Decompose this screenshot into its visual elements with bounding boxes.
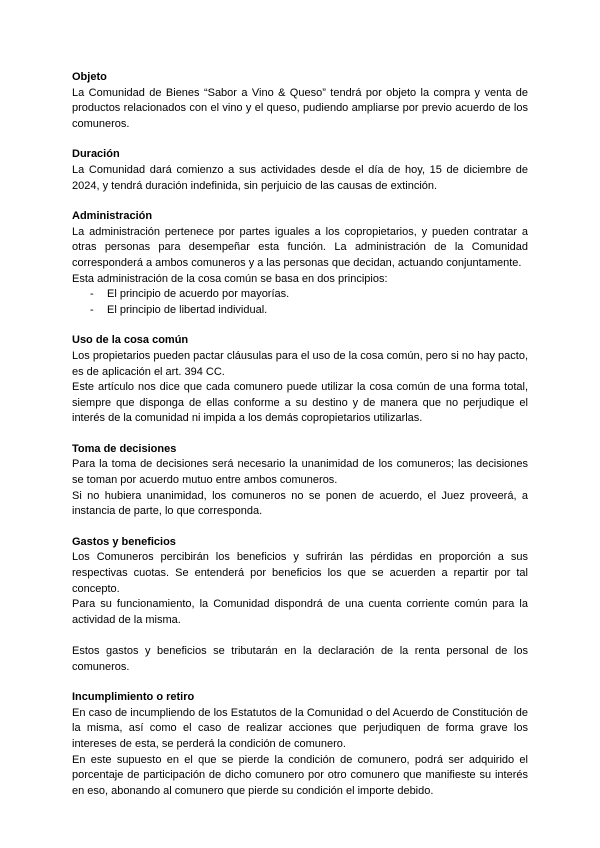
paragraph: Esta administración de la cosa común se basa en dos principios:: [72, 272, 388, 285]
bullet-text: El principio de libertad individual.: [107, 303, 268, 316]
paragraph: La Comunidad de Bienes “Sabor a Vino & Queso” tendrá por objeto la compra y venta de productos relacionados con el vino y el queso, pudiendo ampliarse por previo acuerdo de los comuneros.: [72, 86, 528, 130]
section-incumplimiento-o-retiro: [72, 690, 528, 799]
section-heading: Administración: [72, 210, 153, 223]
paragraph: Este artículo nos dice que cada comunero puede utilizar la cosa común de una forma total, siempre que disponga de ellas conforme a su destino y de manera que no perjudique el interés de la comunidad ni impida a los demás copropietarios utilizarlas.: [72, 381, 528, 425]
section-toma-de-decisiones: [72, 442, 528, 520]
dash-bullet-icon: -: [90, 303, 94, 316]
paragraph: Estos gastos y beneficios se tributarán en la declaración de la renta personal de los comuneros.: [72, 645, 528, 673]
paragraph: Para la toma de decisiones será necesario la unanimidad de los comuneros; las decisiones se toman por acuerdo mutuo entre ambos comuneros.: [72, 458, 528, 487]
paragraph: En este supuesto en el que se pierde la condición de comunero, podrá ser adquirido el porcentaje de participación de dicho comunero por otro comunero que manifieste su interés en eso, abonando al comunero que pierde su condición el importe debido.: [72, 753, 528, 797]
section-administracion: [72, 209, 528, 318]
section-heading: Toma de decisiones: [72, 442, 177, 455]
bullet-text: El principio de acuerdo por mayorías.: [107, 288, 290, 301]
blank-line: [72, 628, 528, 644]
section-heading: Objeto: [72, 71, 107, 83]
paragraph: Los Comuneros percibirán los beneficios y sufrirán las pérdidas en proporción a sus respectivas cuotas. Se entenderá por beneficios los que se acuerden a repartir por tal concepto.: [72, 551, 528, 595]
section-heading: Incumplimiento o retiro: [72, 691, 195, 704]
section-heading: Gastos y beneficios: [72, 535, 176, 548]
dash-bullet-icon: -: [90, 288, 94, 301]
section-heading: Duración: [72, 148, 120, 161]
paragraph: Si no hubiera unanimidad, los comuneros no se ponen de acuerdo, el Juez proveerá, a instancia de parte, lo que corresponda.: [72, 489, 528, 518]
section-uso-de-la-cosa-comun: [72, 333, 528, 427]
section-heading: Uso de la cosa común: [72, 334, 189, 347]
bullet-list: [72, 287, 528, 318]
section-gastos-y-beneficios: [72, 535, 528, 675]
paragraph: En caso de incumpliendo de los Estatutos de la Comunidad o del Acuerdo de Constitución de la misma, así como el caso de realizar acciones que perjudiquen de forma grave los intereses de esta, se perderá la condición de comunero.: [72, 706, 528, 750]
paragraph: Los propietarios pueden pactar cláusulas para el uso de la cosa común, pero si no hay pacto, es de aplicación el art. 394 CC.: [72, 349, 528, 378]
paragraph: Para su funcionamiento, la Comunidad dispondrá de una cuenta corriente común para la actividad de la misma.: [72, 598, 528, 626]
section-objeto: [72, 70, 528, 132]
paragraph: La Comunidad dará comienzo a sus actividades desde el día de hoy, 15 de diciembre de 2024, y tendrá duración indefinida, sin perjuicio de las causas de extinción.: [72, 163, 528, 192]
section-duracion: [72, 147, 528, 194]
document-page: [72, 70, 528, 814]
bullet-item: [72, 287, 528, 303]
bullet-item: [72, 303, 528, 319]
paragraph: La administración pertenece por partes iguales a los copropietarios, y pueden contratar a otras personas para desempeñar esta función. La administración de la Comunidad corresponderá a ambos comuneros y a las personas que decidan, actuando conjuntamente.: [72, 225, 528, 269]
